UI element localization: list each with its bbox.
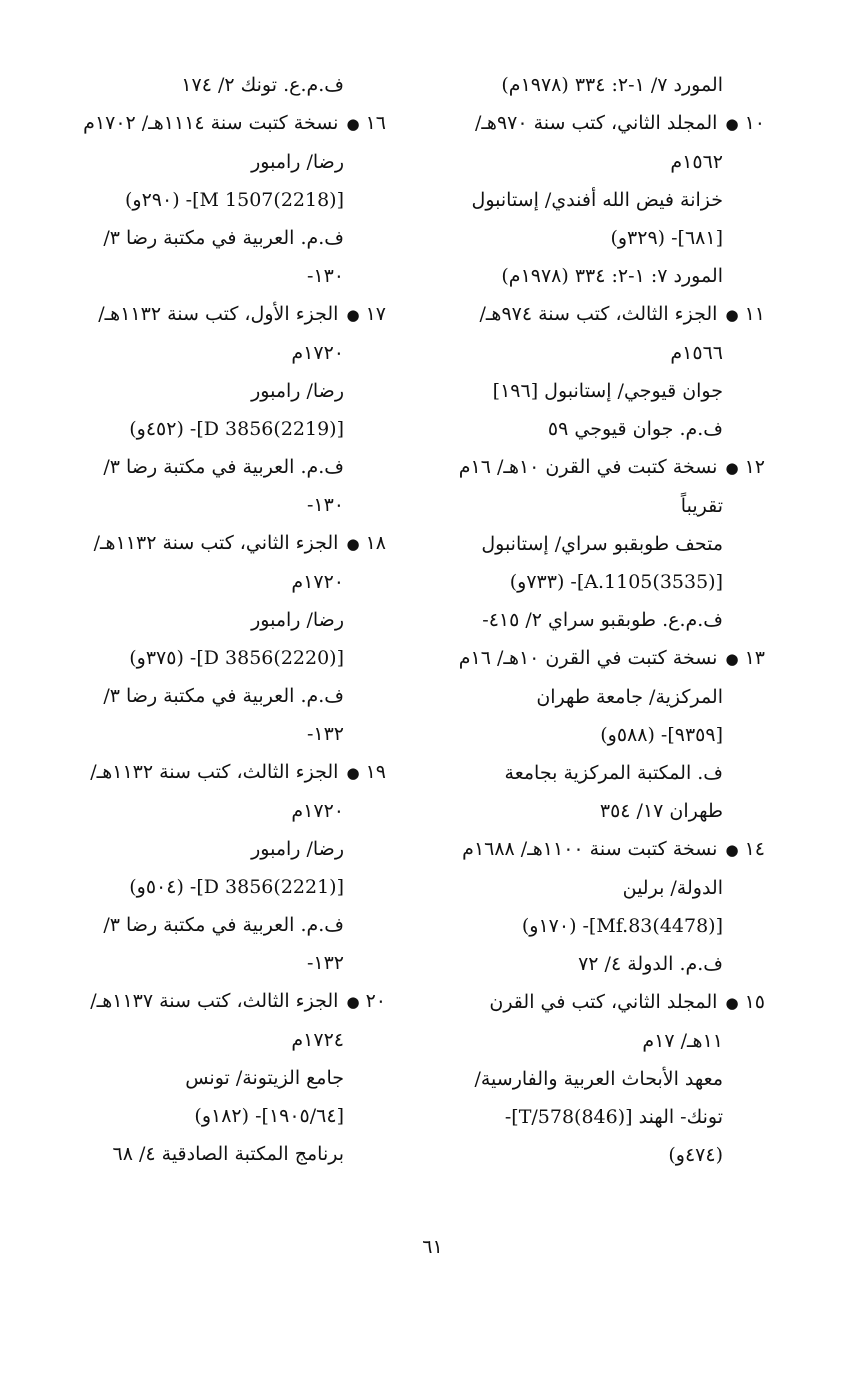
- entry-text: الجزء الأول، كتب سنة ١١٣٢هـ/: [98, 303, 345, 325]
- entry-line: تقريباً: [680, 495, 723, 517]
- entry-line: ١٧٢٠م: [291, 571, 344, 593]
- manuscript-entry: [440, 295, 765, 448]
- entry-text: نسخة كتبت في القرن ١٠هـ/ ١٦م: [458, 647, 724, 669]
- entry-line: رضا/ رامبور: [251, 838, 344, 860]
- entry-text: الجزء الثاني، كتب سنة ١١٣٢هـ/: [93, 532, 345, 554]
- entry-line: [(2220)3856 D]- (٣٧٥و): [129, 647, 344, 669]
- entry-line: (٤٧٤و): [668, 1144, 723, 1166]
- entry-first-line: [440, 448, 765, 487]
- entry-first-line: [56, 295, 386, 334]
- entry-line: رضا/ رامبور: [251, 151, 344, 173]
- entry-text: المجلد الثاني، كتب سنة ٩٧٠هـ/: [474, 112, 724, 134]
- entry-first-line: [56, 524, 386, 563]
- entry-text: نسخة كتبت سنة ١١٠٠هـ/ ١٦٨٨م: [462, 838, 724, 860]
- manuscript-entry: [56, 295, 386, 524]
- bullet-icon: ●: [725, 841, 739, 859]
- bullet-icon: ●: [346, 115, 360, 133]
- bullet-icon: ●: [346, 764, 360, 782]
- entry-line: متحف طوبقبو سراي/ إستانبول: [481, 533, 723, 555]
- entry-first-line: [440, 104, 765, 143]
- bullet-icon: ●: [725, 306, 739, 324]
- entry-text: الجزء الثالث، كتب سنة ١١٣٧هـ/: [90, 990, 345, 1012]
- entry-line: [(3535)A.1105]- (٧٣٣و): [509, 571, 723, 593]
- entry-text: نسخة كتبت سنة ١١١٤هـ/ ١٧٠٢م: [83, 112, 345, 134]
- entry-number: ١٧: [365, 303, 386, 325]
- entry-line: [(2221)3856 D]- (٥٠٤و): [129, 876, 344, 898]
- entry-text: المجلد الثاني، كتب في القرن: [489, 991, 724, 1013]
- entry-line: ١٥٦٢م: [670, 151, 723, 173]
- right-column: [440, 66, 765, 1174]
- bullet-icon: ●: [725, 994, 739, 1012]
- entry-line: ف.م.ع. طوبقبو سراي ٢/ ٤١٥-: [482, 609, 723, 631]
- entry-line: تونك- الهند [(846)T/578]-: [504, 1106, 723, 1128]
- entry-line: ١٧٢٠م: [291, 342, 344, 364]
- bullet-icon: ●: [346, 306, 360, 324]
- continued-line: ف.م.ع. تونك ٢/ ١٧٤: [181, 74, 344, 96]
- entry-line: طهران ١٧/ ٣٥٤: [599, 800, 723, 822]
- entry-text: الجزء الثالث، كتب سنة ٩٧٤هـ/: [479, 303, 724, 325]
- entry-first-line: [56, 104, 386, 143]
- entry-number: ١٥: [744, 991, 765, 1013]
- bullet-icon: ●: [725, 459, 739, 477]
- entry-line: ف.م. العربية في مكتبة رضا ٣/: [103, 456, 344, 478]
- entry-line: جوان قيوجي/ إستانبول [١٩٦]: [492, 380, 723, 402]
- entry-line: رضا/ رامبور: [251, 609, 344, 631]
- entry-line: ١٧٢٠م: [291, 800, 344, 822]
- entry-number: ٢٠: [365, 990, 386, 1012]
- entry-number: ١٦: [365, 112, 386, 134]
- entry-number: ١٤: [744, 838, 765, 860]
- left-column: [56, 66, 386, 1173]
- entry-first-line: [440, 639, 765, 678]
- entry-number: ١٣: [744, 647, 765, 669]
- entry-line: ف.م. العربية في مكتبة رضا ٣/: [103, 685, 344, 707]
- entry-line: [(2219)3856 D]- (٤٥٢و): [129, 418, 344, 440]
- entry-line: المركزية/ جامعة طهران: [536, 686, 723, 708]
- entry-first-line: [440, 830, 765, 869]
- entry-line: رضا/ رامبور: [251, 380, 344, 402]
- entry-line: [١٩٠٥/٦٤]- (١٨٢و): [194, 1105, 344, 1127]
- continued-line: المورد ٧/ ١-٢: ٣٣٤ (١٩٧٨م): [501, 74, 723, 96]
- entry-line: جامع الزيتونة/ تونس: [185, 1067, 344, 1089]
- entry-line: ١٥٦٦م: [670, 342, 723, 364]
- entry-line: [٦٨١]- (٣٢٩و): [610, 227, 723, 249]
- entry-number: ١٢: [744, 456, 765, 478]
- entry-first-line: [440, 295, 765, 334]
- entry-first-line: [440, 983, 765, 1022]
- manuscript-entry: [440, 983, 765, 1174]
- manuscript-entry: [56, 524, 386, 753]
- entry-line: الدولة/ برلين: [622, 877, 723, 899]
- manuscript-entry: [440, 830, 765, 983]
- entry-line: ف.م. الدولة ٤/ ٧٢: [578, 953, 723, 975]
- entry-line: [٩٣٥٩]- (٥٨٨و): [600, 724, 723, 746]
- entry-line: ١٣٠-: [306, 494, 344, 516]
- entry-line: ١٣٢-: [306, 952, 344, 974]
- entry-line: برنامج المكتبة الصادقية ٤/ ٦٨: [112, 1143, 344, 1165]
- entry-number: ١٩: [365, 761, 386, 783]
- entry-line: ١٣٢-: [306, 723, 344, 745]
- manuscript-entry: [440, 639, 765, 830]
- entry-line: خزانة فيض الله أفندي/ إستانبول: [471, 189, 723, 211]
- entry-first-line: [56, 982, 386, 1021]
- entry-line: ف.م. العربية في مكتبة رضا ٣/: [103, 914, 344, 936]
- entry-line: معهد الأبحاث العربية والفارسية/: [474, 1068, 723, 1090]
- entry-line: ١٣٠-: [306, 265, 344, 287]
- entry-first-line: [56, 753, 386, 792]
- entry-line: [(4478)Mf.83]- (١٧٠و): [521, 915, 723, 937]
- manuscript-entry: [56, 753, 386, 982]
- manuscript-entry: [56, 982, 386, 1173]
- entry-line: ١١هـ/ ١٧م: [642, 1030, 723, 1052]
- entry-number: ١١: [744, 303, 765, 325]
- entry-line: ١٧٢٤م: [291, 1029, 344, 1051]
- bullet-icon: ●: [346, 535, 360, 553]
- entry-number: ١٨: [365, 532, 386, 554]
- entry-text: نسخة كتبت في القرن ١٠هـ/ ١٦م: [458, 456, 724, 478]
- bullet-icon: ●: [725, 650, 739, 668]
- manuscript-entry: [440, 104, 765, 295]
- entry-line: [(2218)1507 M]- (٢٩٠و): [125, 189, 344, 211]
- manuscript-entry: [56, 104, 386, 295]
- entry-text: الجزء الثالث، كتب سنة ١١٣٢هـ/: [90, 761, 345, 783]
- entry-number: ١٠: [744, 112, 765, 134]
- entry-line: ف. المكتبة المركزية بجامعة: [504, 762, 723, 784]
- manuscript-entry: [440, 448, 765, 639]
- entry-line: المورد ٧: ١-٢: ٣٣٤ (١٩٧٨م): [501, 265, 723, 287]
- page-number: ٦١: [422, 1236, 443, 1258]
- bullet-icon: ●: [725, 115, 739, 133]
- bullet-icon: ●: [346, 993, 360, 1011]
- entry-line: ف.م. العربية في مكتبة رضا ٣/: [103, 227, 344, 249]
- entry-line: ف.م. جوان قيوجي ٥٩: [547, 418, 723, 440]
